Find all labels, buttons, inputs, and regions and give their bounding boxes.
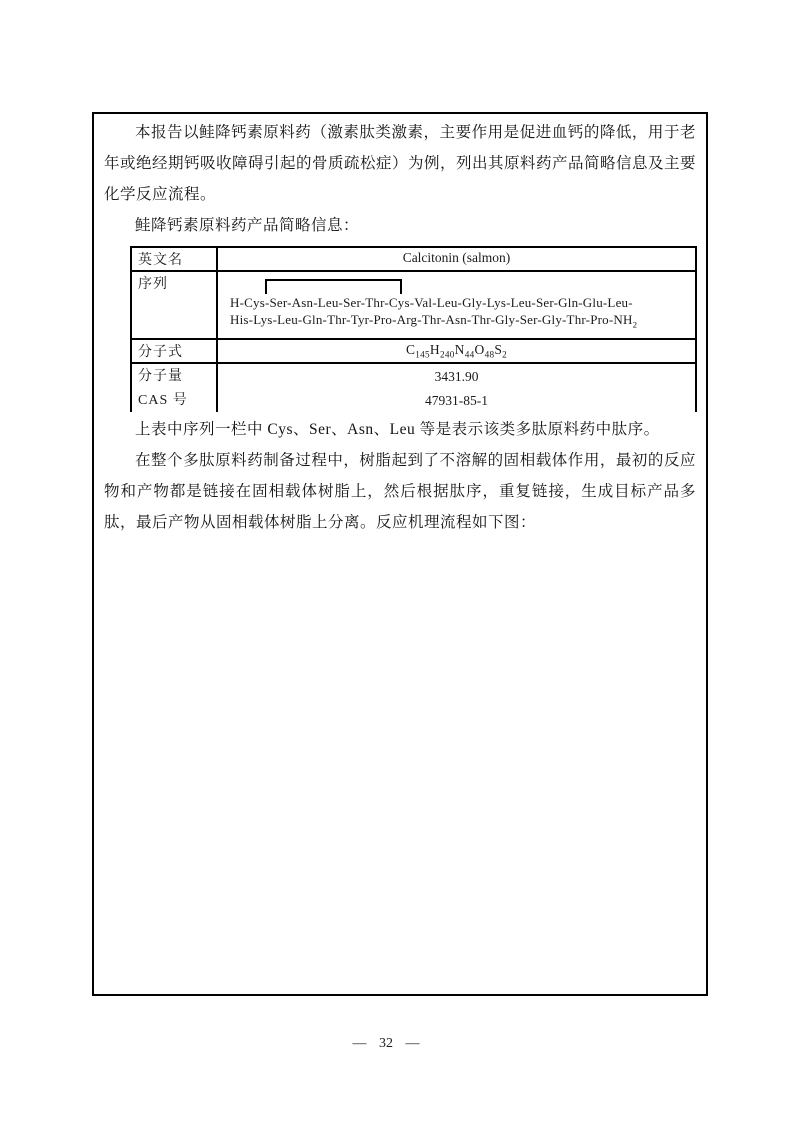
- row-value-cas: 47931-85-1: [425, 393, 488, 408]
- table-row-weight: [132, 364, 695, 388]
- sequence-note-paragraph: 上表中序列一栏中 Cys、Ser、Asn、Leu 等是表示该类多肽原料药中肽序。: [135, 421, 660, 438]
- sequence-line2-subscript: 2: [632, 319, 638, 330]
- page-number: — 32 —: [352, 1036, 420, 1051]
- table-row-formula: [132, 340, 695, 364]
- formula-subscript: 44: [464, 349, 475, 360]
- sequence-line2: His-Lys-Leu-Gln-Thr-Tyr-Pro-Arg-Thr-Asn-Thr-Gly-Ser-Gly-Thr-Pro-NH: [230, 312, 633, 327]
- sequence-line1: H-Cys-Ser-Asn-Leu-Ser-Thr-Cys-Val-Leu-Gly-Lys-Leu-Ser-Gln-Glu-Leu-: [230, 295, 633, 310]
- formula-subscript: 2: [502, 349, 508, 360]
- intro-paragraph: 本报告以鲑降钙素原料药（激素肽类激素，主要作用是促进血钙的降低，用于老年或绝经期钙吸收障碍引起的骨质疏松症）为例，列出其原料药产品简略信息及主要化学反应流程。: [104, 124, 697, 203]
- row-value-english-name: Calcitonin (salmon): [402, 250, 511, 265]
- table-row-cas: [132, 388, 695, 412]
- formula-element: H: [429, 342, 440, 357]
- process-description-paragraph: 在整个多肽原料药制备过程中，树脂起到了不溶解的固相载体作用，最初的反应物和产物都是链接在固相载体树脂上，然后根据肽序，重复链接，生成目标产品多肽，最后产物从固相载体树脂上分离。反应机理流程如下图：: [104, 452, 696, 531]
- row-value-weight: 3431.90: [434, 369, 479, 384]
- row-label-formula: 分子式: [132, 340, 218, 362]
- formula-subscript: 240: [439, 349, 455, 360]
- table-caption: 鲑降钙素原料药产品简略信息：: [135, 217, 360, 234]
- formula-element: N: [454, 342, 465, 357]
- row-label-sequence: 序列: [132, 272, 218, 338]
- row-label-english-name: 英文名: [132, 248, 218, 270]
- row-value-formula: [218, 340, 695, 362]
- formula-subscript: 48: [484, 349, 495, 360]
- row-label-cas: CAS 号: [132, 388, 218, 412]
- formula-subscript: 145: [415, 349, 430, 360]
- formula-element: S: [494, 342, 503, 357]
- row-label-weight: 分子量: [132, 364, 218, 388]
- formula-element: O: [474, 342, 485, 357]
- product-info-table: [130, 246, 697, 412]
- row-value-sequence: [218, 272, 695, 338]
- content-border-frame: [92, 112, 708, 996]
- table-row-sequence: [132, 272, 695, 340]
- table-row-english-name: [132, 248, 695, 272]
- formula-element: C: [405, 342, 416, 357]
- disulfide-bond-bracket-icon: [265, 279, 402, 294]
